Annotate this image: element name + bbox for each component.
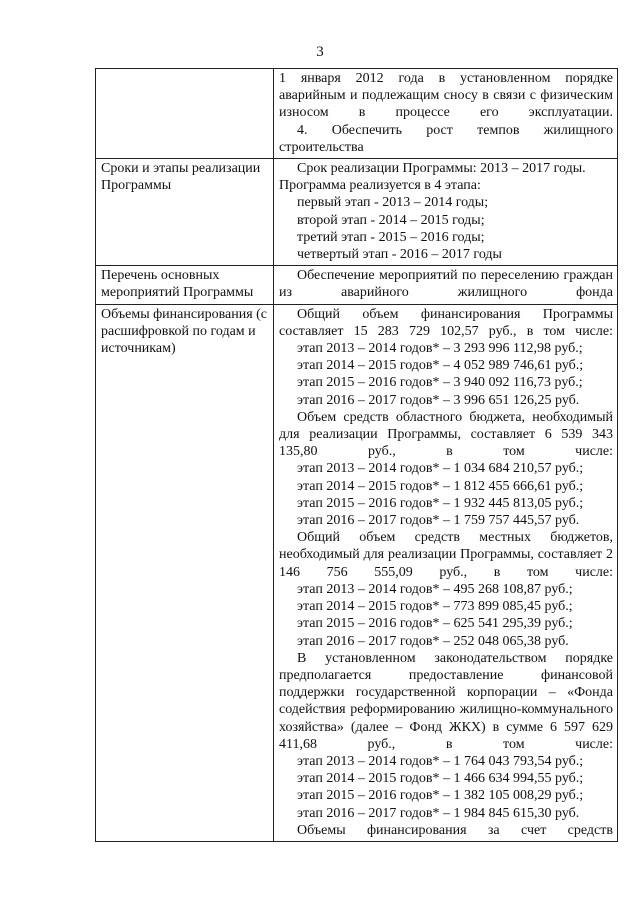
stage-line: третий этап - 2015 – 2016 годы; (297, 229, 485, 245)
paragraph: В установленном законодательством порядке предполагается предоставление финансовой поддержки государственной корпорации – «Фонда содействия реформированию жилищно-коммунального хозяйства» (далее – Фонд ЖКХ) в сумме 6 597 629 411,68 руб., в том числе: (279, 650, 613, 752)
row-label: Перечень основных мероприятий Программы (101, 268, 254, 301)
table-row (96, 159, 618, 266)
paragraph: Обеспечение мероприятий по переселению граждан из аварийного жилищного фонда (279, 268, 613, 301)
row-content-cell (274, 69, 618, 159)
stage-line: этап 2014 – 2015 годов* – 773 899 085,45 руб.; (297, 599, 573, 615)
stage-line: этап 2014 – 2015 годов* – 4 052 989 746,61 руб.; (297, 358, 584, 374)
row-label: Объемы финансирования (с расшифровкой по годам и источникам) (101, 306, 268, 357)
stage-line: этап 2015 – 2016 годов* – 1 382 105 008,29 руб.; (297, 788, 584, 804)
paragraph: Общий объем финансирования Программы составляет 15 283 729 102,57 руб., в том числе: (279, 306, 613, 339)
stage-line: второй этап - 2014 – 2015 годы; (297, 212, 485, 228)
row-content-cell (274, 304, 618, 841)
stage-line: этап 2016 – 2017 годов* – 1 984 845 615,30 руб. (297, 805, 580, 821)
stage-line: этап 2013 – 2014 годов* – 495 268 108,87 руб.; (297, 581, 573, 597)
paragraph: 1 января 2012 года в установленном порядке аварийным и подлежащим сносу в связи с физическим износом в процессе его эксплуатации. (279, 71, 613, 121)
row-label-cell (96, 266, 274, 304)
row-label-cell (96, 304, 274, 841)
page-number: 3 (316, 44, 324, 60)
stage-line: этап 2015 – 2016 годов* – 3 940 092 116,73 руб.; (297, 375, 583, 391)
stage-line: этап 2013 – 2014 годов* – 1 034 684 210,57 руб.; (297, 461, 584, 477)
stage-line: этап 2015 – 2016 годов* – 625 541 295,39 руб.; (297, 616, 573, 632)
stage-line: этап 2016 – 2017 годов* – 252 048 065,38 руб. (297, 633, 569, 649)
paragraph: Общий объем средств местных бюджетов, необходимый для реализации Программы, составляет 2 146 756 555,09 руб., в том числе: (279, 530, 613, 580)
stage-line: этап 2016 – 2017 годов* – 3 996 651 126,25 руб. (297, 392, 580, 408)
stage-line: первый этап - 2013 – 2014 годы; (297, 195, 489, 211)
stage-line: этап 2013 – 2014 годов* – 3 293 996 112,98 руб.; (297, 341, 583, 357)
table-row (96, 266, 618, 304)
row-content-cell (274, 159, 618, 266)
table-body (96, 69, 618, 842)
stage-line: этап 2014 – 2015 годов* – 1 812 455 666,61 руб.; (297, 478, 584, 494)
row-label: Сроки и этапы реализации Программы (101, 161, 261, 194)
stage-line: этап 2015 – 2016 годов* – 1 932 445 813,05 руб.; (297, 495, 584, 511)
paragraph: Программа реализуется в 4 этапа: (279, 178, 481, 194)
row-label-cell (96, 69, 274, 159)
stage-line: четвертый этап - 2016 – 2017 годы (297, 247, 502, 263)
stage-line: этап 2014 – 2015 годов* – 1 466 634 994,55 руб.; (297, 771, 584, 787)
paragraph: 4. Обеспечить рост темпов жилищного строительства (279, 122, 613, 155)
program-passport-table (95, 68, 618, 842)
paragraph: Срок реализации Программы: 2013 – 2017 годы. (297, 161, 586, 177)
stage-line: этап 2016 – 2017 годов* – 1 759 757 445,57 руб. (297, 513, 580, 529)
row-label-cell (96, 159, 274, 266)
table-row (96, 304, 618, 841)
stage-line: этап 2013 – 2014 годов* – 1 764 043 793,54 руб.; (297, 753, 584, 769)
table-row (96, 69, 618, 159)
paragraph: Объемы финансирования за счет средств (297, 822, 613, 838)
row-content-cell (274, 266, 618, 304)
paragraph: Объем средств областного бюджета, необходимый для реализации Программы, составляет 6 539 343 135,80 руб., в том числе: (279, 409, 613, 460)
